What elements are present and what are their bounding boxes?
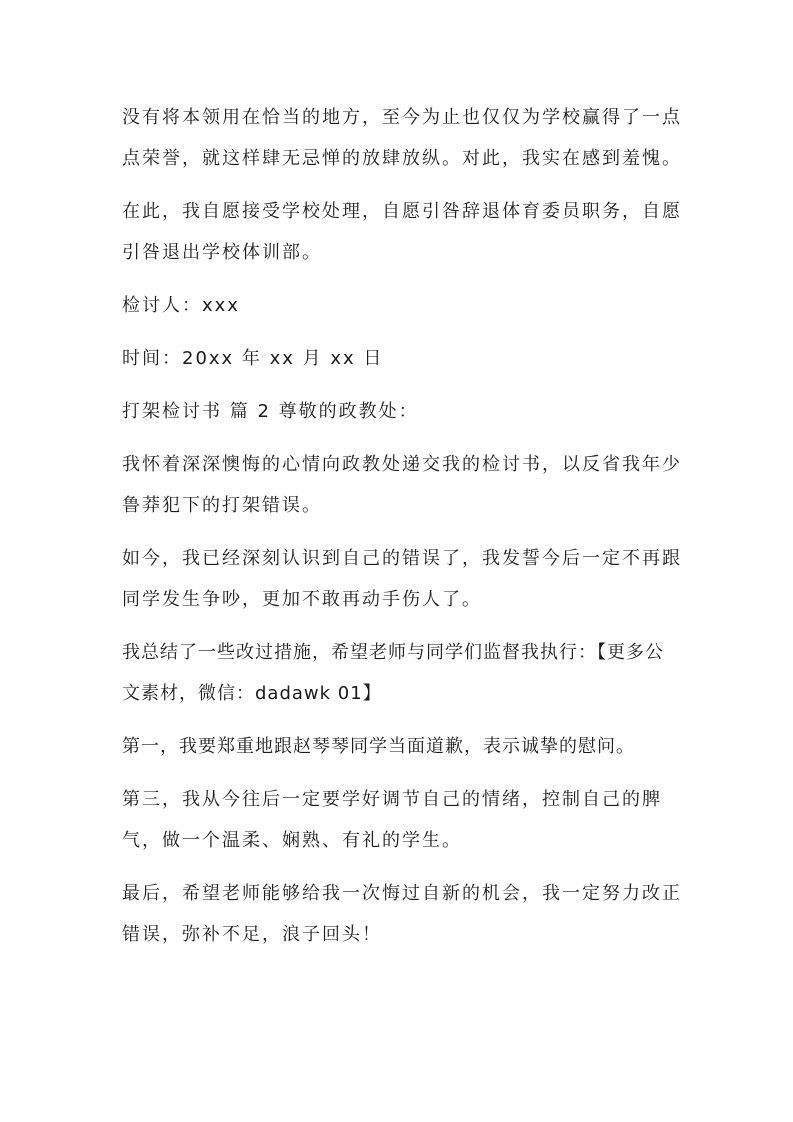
paragraph-closing: 最后，希望老师能够给我一次悔过自新的机会，我一定努力改正错误，弥补不足，浪子回头！ (122, 883, 682, 945)
paragraph-realization: 如今，我已经深刻认识到自己的错误了，我发誓今后一定不再跟同学发生争吵，更加不敢再动手伤人了。 (122, 548, 682, 610)
document-body (122, 97, 682, 967)
paragraph-measure-first: 第一，我要郑重地跟赵琴琴同学当面道歉，表示诚挚的慰问。 (122, 736, 635, 757)
paragraph-resignation: 在此，我自愿接受学校处理，自愿引咎辞退体育委员职务，自愿引咎退出学校体训部。 (122, 201, 682, 263)
paragraph-measures-intro: 我总结了一些改过措施，希望老师与同学们监督我执行：【更多公文素材，微信：dadawk 01】 (122, 642, 664, 704)
signature-line: 检讨人：xxx (122, 295, 240, 316)
paragraph-shame: 没有将本领用在恰当的地方，至今为止也仅仅为学校赢得了一点点荣誉，就这样肆无忌惮的放肆放纵。对此，我实在感到羞愧。 (122, 107, 682, 169)
paragraph-submission: 我怀着深深懊悔的心情向政教处递交我的检讨书，以反省我年少鲁莽犯下的打架错误。 (122, 454, 682, 516)
paragraph-measure-third: 第三，我从今往后一定要学好调节自己的情绪，控制自己的脾气，做一个温柔、娴熟、有礼的学生。 (122, 789, 662, 851)
section-heading-greeting: 打架检讨书 篇 2 尊敬的政教处： (122, 401, 419, 422)
date-line: 时间：20xx 年 xx 月 xx 日 (122, 348, 384, 369)
